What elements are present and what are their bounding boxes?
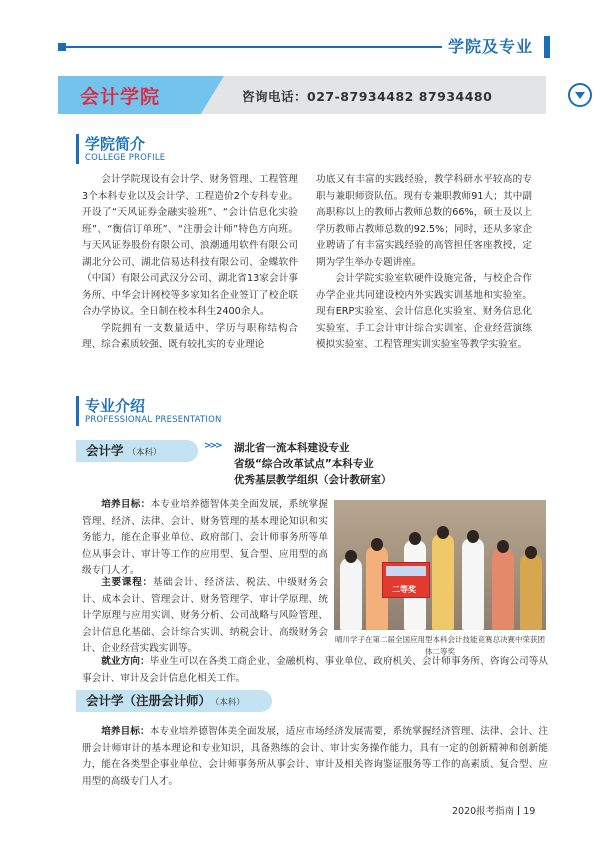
- award-label: 二等奖: [392, 585, 416, 594]
- photo-figure: [492, 548, 514, 630]
- major1-goal: [82, 497, 328, 580]
- phone-label: 咨询电话：: [242, 89, 308, 104]
- photo-figure-head: [525, 546, 537, 559]
- footer-separator: [518, 806, 519, 815]
- majors-title-en: PROFESSIONAL PRESENTATION: [85, 415, 222, 425]
- major-name: 会计学: [86, 443, 124, 458]
- photo-figure-head: [345, 550, 357, 563]
- honor-item: 湖北省一流本科建设专业: [234, 442, 350, 454]
- major1-career: [82, 654, 548, 687]
- profile-paragraph: 会计学院现设有会计学、财务管理、工程管理3个本科专业以及会计学、工程造价2个专科专业。开设了“天风证券金融实验班”、“会计信息化实验班”、“衡信订单班”、“注册会计师”特色方向班。与天风证券股份有限公司、浪潮通用软件有限公司湖北分公司、湖北信易达科技有限公司、金蝶软件（中国）有限公司武汉分公司、湖北省13家会计事务所、中华会计网校等多家知名企业签订了校企联合办学协议。全日制在校本科生2400余人。: [82, 174, 298, 317]
- page-number: 19: [523, 806, 536, 817]
- major1-courses: [82, 575, 328, 658]
- heading-bar: [76, 396, 79, 426]
- heading-bar: [76, 134, 79, 164]
- major-label-accounting: [76, 440, 198, 462]
- photo-figure: [432, 534, 454, 630]
- photo-figure-head: [371, 538, 383, 551]
- major-honors: [234, 440, 392, 488]
- section-title: 学院及专业: [448, 37, 534, 56]
- photo-figure-head: [467, 530, 479, 543]
- photo-figure: [340, 558, 362, 630]
- profile-paragraph: 学院拥有一支数量适中、学历与职称结构合理、综合素质较强、既有较扎实的专业理论: [82, 322, 298, 350]
- guide-title: 2020报考指南: [452, 806, 515, 817]
- header-square-mark: [58, 43, 66, 51]
- header-bar-mark: [544, 36, 550, 58]
- photo-caption: 晴川学子在第二届全国应用型本科会计技能竞赛总决赛中荣获团体二等奖: [335, 635, 545, 656]
- award-photo: [334, 500, 546, 630]
- career-text: 毕业生可以在各类工商企业、金融机构、事业单位、政府机关、会计师事务所、咨询公司等从事会计、审计及会计信息化相关工作。: [82, 656, 549, 684]
- major-name: 会计学（注册会计师）: [86, 693, 212, 708]
- profile-title-cn: 学院简介: [85, 135, 146, 153]
- profile-title-en: COLLEGE PROFILE: [85, 153, 166, 163]
- profile-paragraph: 功底又有丰富的实践经验，教学科研水平较高的专职与兼职师资队伍。现有专兼职教师91人；其中副高职称以上的教师占教师总数的66%，硕士及以上学历教师占教师总数的92.5%；同时，还从多家企业聘请了有丰富实践经验的高管担任客座教授，定期为学生举办专题讲座。: [316, 174, 532, 268]
- honor-item: 优秀基层教学组织（会计教研室）: [234, 474, 392, 486]
- courses-text: 基础会计、经济法、税法、中级财务会计、成本会计、管理会计、财务管理学、审计学原理、统计学原理与应用实训、财务分析、公司战略与风险管理、会计信息化基础、会计综合实训、纳税会计、高级财务会计、企业经营实践实训等。: [82, 577, 328, 654]
- phone-numbers: 027-87934482 87934480: [307, 89, 493, 104]
- goal-label: 培养目标：: [101, 726, 150, 737]
- majors-title-cn: 专业介绍: [85, 397, 146, 415]
- consult-phone: [242, 87, 492, 105]
- photo-figure-head: [437, 526, 449, 539]
- school-name: 会计学院: [80, 86, 161, 108]
- goal-label: 培养目标：: [101, 499, 151, 510]
- profile-column-right: [316, 172, 532, 354]
- goal-text: 本专业培养德智体美全面发展，系统掌握管理、经济、法律、会计、财务管理的基本理论知识和实务能力，能在企事业单位、政府部门、会计师事务所等单位从事会计、审计等工作的应用型、复合型、应用型的高级专门人才。: [82, 499, 329, 576]
- honor-item: 省级“综合改革试点”本科专业: [234, 458, 374, 470]
- major-degree: （本科）: [127, 448, 162, 458]
- award-certificate-header: [386, 566, 426, 576]
- courses-label: 主要课程：: [101, 577, 153, 588]
- profile-paragraph: 会计学院实验室软硬件设施完备，与校企合作办学企业共同建设校内外实践实训基地和实验室。现有ERP实验室、会计信息化实验室、财务信息化实验室、手工会计审计综合实训室、企业经营演练模拟实验室、工程管理实训实验室等教学实验室。: [316, 273, 532, 350]
- double-chevron-icon: >>>: [204, 441, 221, 451]
- photo-figure: [462, 538, 484, 630]
- photo-figure-head: [497, 540, 509, 553]
- profile-column-left: [82, 172, 298, 354]
- goal-text: 本专业培养德智体美全面发展，适应市场经济发展需要，系统掌握经济管理、法律、会计、注册会计师审计的基本理论和专业知识，具备熟练的会计、审计实务操作能力，具有一定的创新精神和创新能力，能在各类型企事业单位、会计师事务所从事会计、审计及相关咨询鉴证服务等工作的高素质、复合型、应用型的高级专门人才。: [82, 726, 549, 787]
- major2-goal: [82, 724, 548, 790]
- photo-figure-head: [409, 532, 421, 545]
- header-rule: [66, 46, 442, 48]
- career-label: 就业方向：: [101, 656, 150, 667]
- top-header-band: [0, 32, 600, 60]
- chevron-down-icon[interactable]: [568, 83, 592, 107]
- major-label-cpa: [76, 690, 272, 712]
- photo-figure: [520, 554, 542, 630]
- page-footer: [452, 803, 535, 817]
- school-banner: [58, 76, 546, 114]
- major-degree: （本科）: [215, 698, 245, 708]
